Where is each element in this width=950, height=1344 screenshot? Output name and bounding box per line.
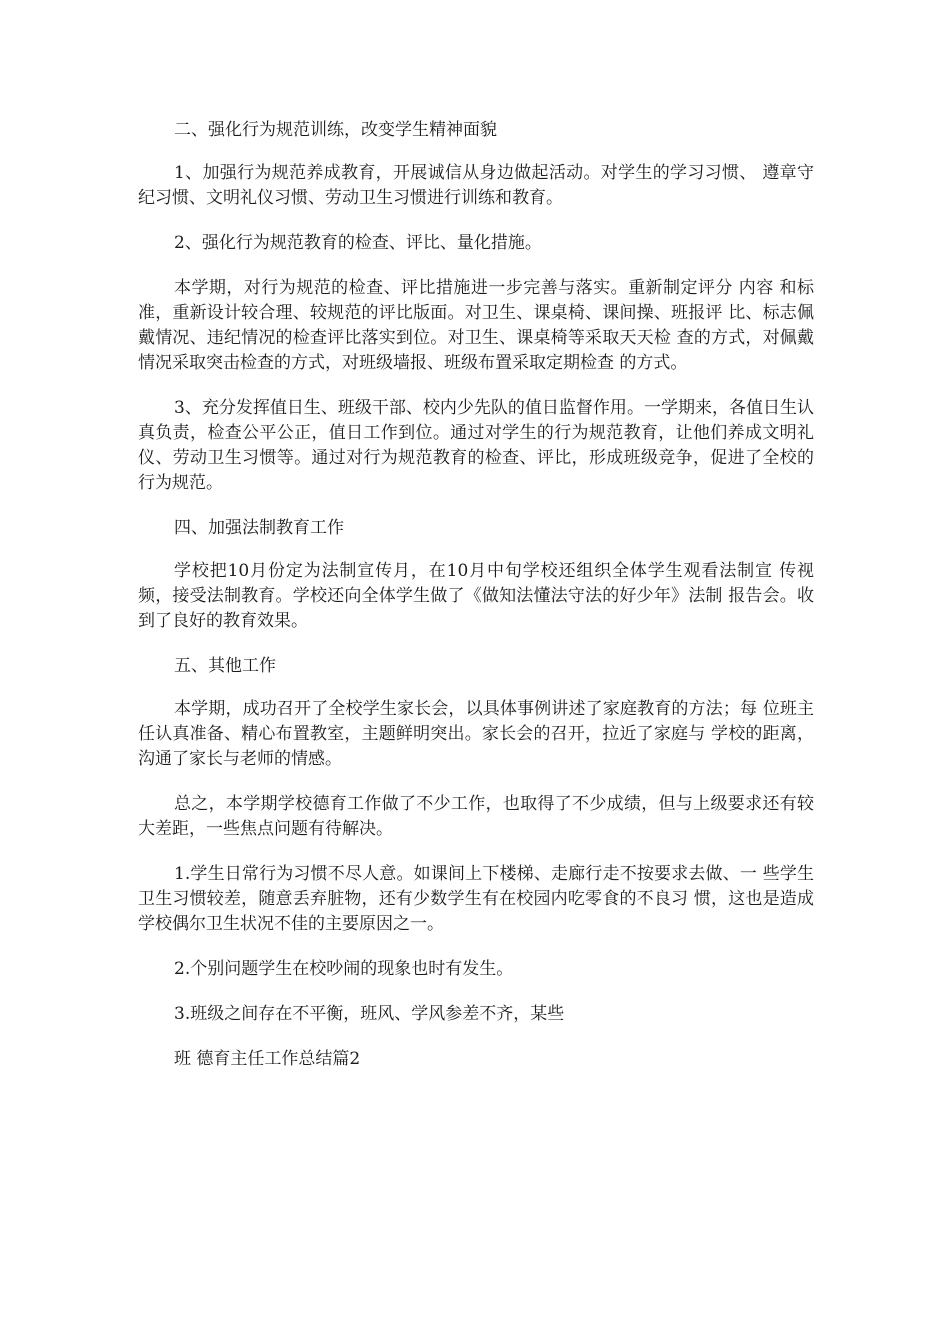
section-heading-other: 五、其他工作 [174,656,276,676]
next-section-title: 班 德育主任工作总结篇2 [174,1049,361,1069]
paragraph-check-measures: 2、强化行为规范教育的检查、评比、量化措施。 [174,233,542,253]
paragraph-duty-supervision: 3、充分发挥值日生、班级干部、校内少先队的值日监督作用。一学期来，各值日生认真负责，检查公平公正，值日工作到位。通过对学生的行为规范教育，让他们养成文明礼仪、劳动卫生习惯等。通过对行为规范教育的检查、评比，形成班级竞争，促进了全校的行为规范。 [138,398,814,493]
paragraph-summary: 总之，本学期学校德育工作做了不少工作，也取得了不少成绩，但与上级要求还有较大差距，一些焦点问题有待解决。 [138,794,814,839]
paragraph-semester-checks: 本学期，对行为规范的检查、评比措施进一步完善与落实。重新制定评分 内容 和标准，重新设计较合理、较规范的评比版面。对卫生、课桌椅、课间操、班报评 比、标志佩戴情况、违纪情况的检查评比落实到位。对卫生、课桌椅等采取天天检 查的方式，对佩戴情况采取突击检查的方式，对班级墙报、班级布置采取定期检查 的方式。 [138,278,814,373]
paragraph-problem-2: 2.个别问题学生在校吵闹的现象也时有发生。 [174,959,514,979]
paragraph-habit-training: 1、加强行为规范养成教育，开展诚信从身边做起活动。对学生的学习习惯、 遵章守纪习惯、文明礼仪习惯、劳动卫生习惯进行训练和教育。 [138,163,814,208]
paragraph-problem-1: 1.学生日常行为习惯不尽人意。如课间上下楼梯、走廊行走不按要求去做、一 些学生卫生习惯较差，随意丢弃脏物，还有少数学生有在校园内吃零食的不良习 惯，这也是造成学校偶尔卫生状况不佳的主要原因之一。 [138,864,814,934]
section-heading-legal: 四、加强法制教育工作 [174,518,344,538]
document-body [138,118,814,1094]
paragraph-parent-meeting: 本学期，成功召开了全校学生家长会，以具体事例讲述了家庭教育的方法；每 位班主任认真准备、精心布置教室，主题鲜明突出。家长会的召开，拉近了家庭与 学校的距离，沟通了家长与老师的情感。 [138,699,814,769]
section-heading-behavior: 二、强化行为规范训练，改变学生精神面貌 [174,120,497,140]
paragraph-problem-3: 3.班级之间存在不平衡，班风、学风参差不齐，某些 [174,1004,565,1024]
paragraph-legal-month: 学校把10月份定为法制宣传月，在10月中旬学校还组织全体学生观看法制宣 传视频，接受法制教育。学校还向全体学生做了《做知法懂法守法的好少年》法制 报告会。收到了良好的教育效果。 [138,561,814,631]
